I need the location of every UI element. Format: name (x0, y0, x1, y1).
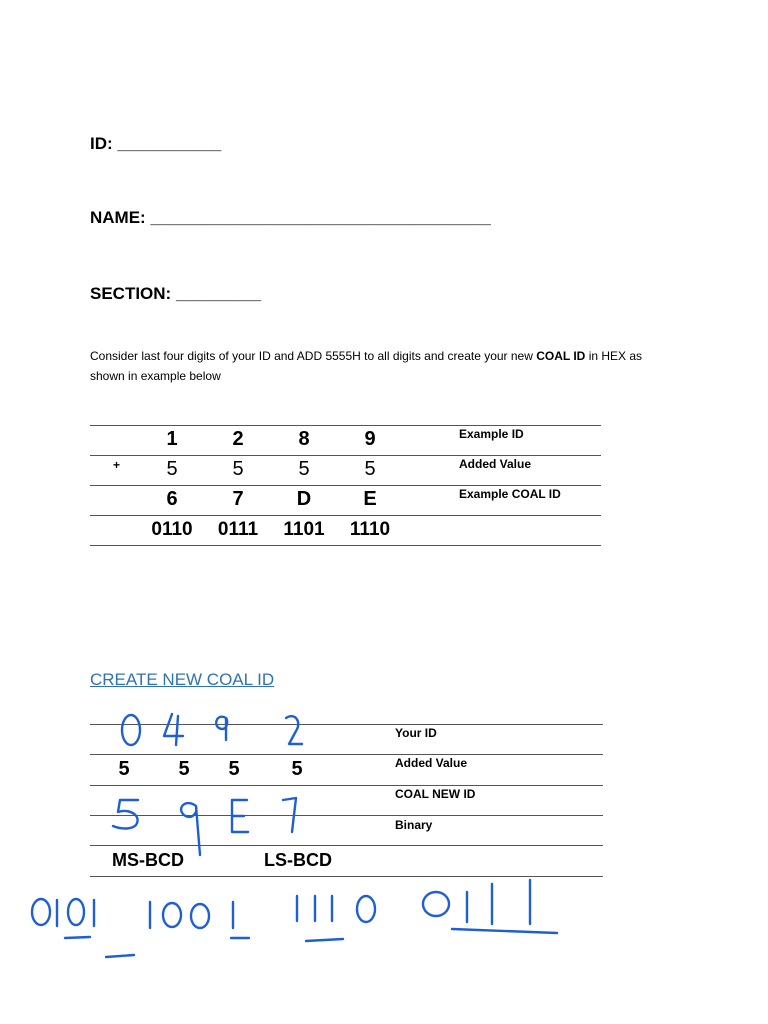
example-id-label: Example ID (459, 427, 524, 441)
binary-value: 1110 (349, 519, 391, 540)
added-value-digit: 5 (178, 758, 190, 780)
example-coal-id-label: Example COAL ID (459, 487, 561, 501)
handwritten-digit-7 (283, 798, 296, 832)
added-value-digit: 5 (364, 458, 376, 480)
example-id-digit: 9 (364, 428, 376, 450)
example-id-digit: 2 (232, 428, 244, 450)
handwritten-binary-0111 (423, 880, 557, 933)
example-id-digit: 1 (166, 428, 178, 450)
added-value-digit: 5 (232, 458, 244, 480)
your-id-label: Your ID (395, 726, 437, 740)
handwritten-digit-9 (181, 803, 200, 855)
added-value-digit: 5 (298, 458, 310, 480)
name-field: NAME: ____________________________________ (90, 208, 491, 227)
binary-value: 0111 (217, 519, 259, 540)
binary-value: 1101 (283, 519, 325, 540)
instructions-bold: COAL ID (536, 349, 586, 363)
coal-id-digit: 7 (232, 488, 244, 510)
binary-value: 0110 (151, 519, 193, 540)
ms-bcd-label: MS-BCD (112, 850, 184, 870)
handwritten-digit-5 (113, 800, 138, 829)
handwritten-digit-2 (286, 716, 302, 744)
added-value-digit: 5 (291, 758, 303, 780)
added-value-digit: 5 (228, 758, 240, 780)
added-value-digit: 5 (118, 758, 130, 780)
handwritten-digit-9 (216, 717, 227, 740)
added-value-label: Added Value (459, 457, 532, 471)
added-value-label: Added Value (395, 756, 468, 770)
plus-sign: + (113, 458, 121, 472)
instructions-text-2: in HEX as shown in example below (90, 349, 643, 383)
section-heading: CREATE NEW COAL ID (90, 670, 275, 689)
added-value-digit: 5 (166, 458, 178, 480)
instructions-text-1: Consider last four digits of your ID and ADD 5555H to all digits and create your new (90, 349, 537, 363)
coal-new-id-label: COAL NEW ID (395, 787, 476, 801)
handwritten-digit-4 (164, 714, 183, 745)
id-field: ID: ___________ (90, 134, 222, 153)
example-id-digit: 8 (298, 428, 310, 450)
ls-bcd-label: LS-BCD (264, 850, 332, 870)
handwritten-digit-0 (122, 715, 140, 745)
handwritten-binary-1001 (150, 902, 249, 938)
handwritten-binary-0101 (32, 899, 134, 957)
coal-id-digit: E (363, 488, 377, 510)
coal-id-digit: D (296, 488, 312, 510)
handwritten-letter-e (232, 800, 248, 832)
binary-label: Binary (395, 818, 433, 832)
coal-id-digit: 6 (166, 488, 178, 510)
section-field: SECTION: _________ (90, 284, 262, 303)
handwritten-binary-1110 (297, 896, 375, 941)
